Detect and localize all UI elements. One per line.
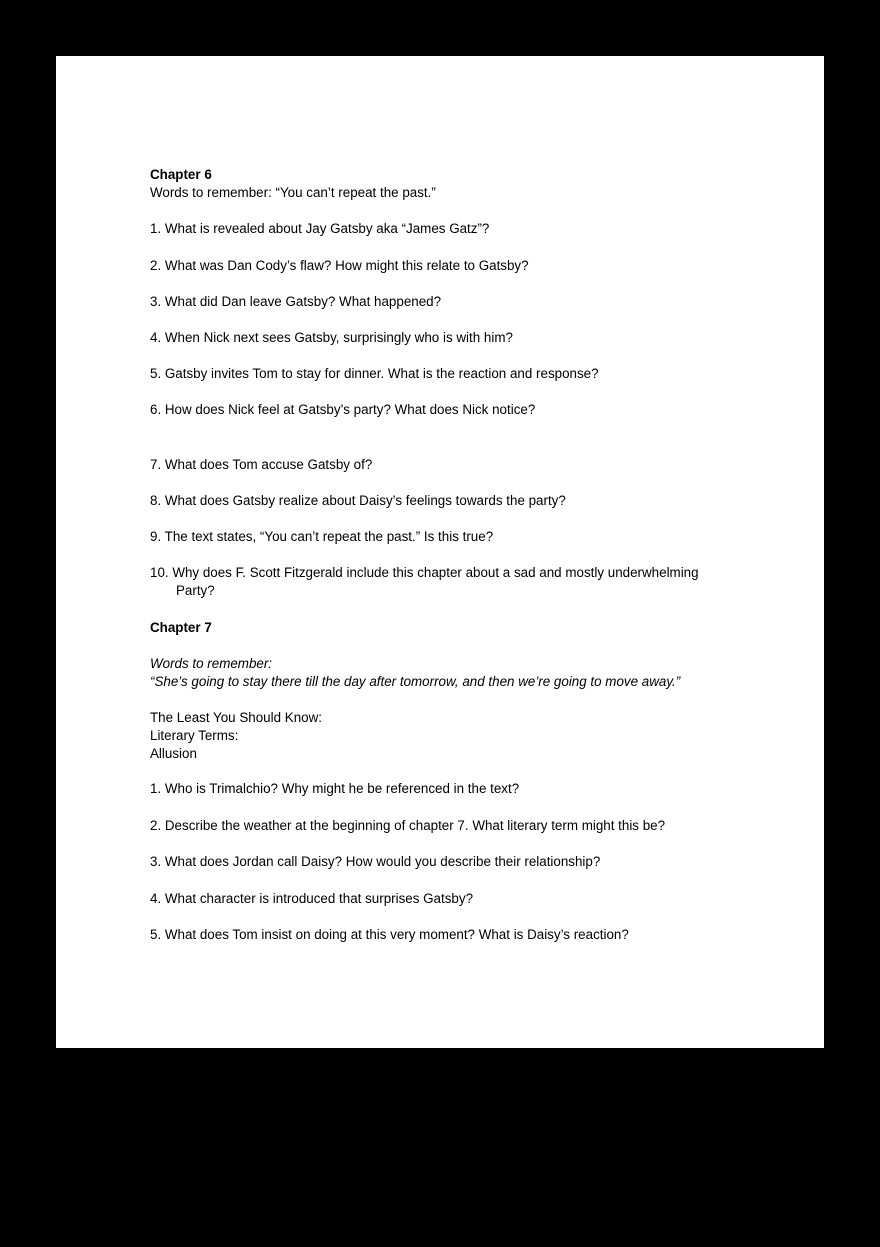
chapter-6-question: 1. What is revealed about Jay Gatsby aka “James Gatz”? [150, 221, 490, 236]
chapter-6-question: 9. The text states, “You can’t repeat the past.” Is this true? [150, 529, 494, 544]
chapter-7-question: 2. Describe the weather at the beginning of chapter 7. What literary term might this be? [150, 818, 666, 833]
chapter-6-question: 10. Why does F. Scott Fitzgerald include this chapter about a sad and mostly underwhelming [150, 565, 699, 580]
chapter-6-question: 8. What does Gatsby realize about Daisy’s feelings towards the party? [150, 493, 566, 508]
chapter-6-question: 3. What did Dan leave Gatsby? What happened? [150, 294, 442, 309]
least-you-should-know-label: The Least You Should Know: [150, 710, 322, 725]
literary-term-item: Allusion [150, 746, 197, 761]
chapter-6-question-continuation: Party? [176, 583, 215, 598]
chapter-6-question: 5. Gatsby invites Tom to stay for dinner. What is the reaction and response? [150, 366, 599, 381]
chapter-6-question: 2. What was Dan Cody’s flaw? How might this relate to Gatsby? [150, 258, 529, 273]
chapter-6-heading: Chapter 6 [150, 167, 212, 182]
chapter-7-question: 1. Who is Trimalchio? Why might he be referenced in the text? [150, 781, 520, 796]
literary-terms-label: Literary Terms: [150, 728, 239, 743]
chapter-7-heading: Chapter 7 [150, 620, 212, 635]
chapter-6-question: 7. What does Tom accuse Gatsby of? [150, 457, 373, 472]
chapter-6-question: 6. How does Nick feel at Gatsby’s party? What does Nick notice? [150, 402, 536, 417]
chapter-7-quote: “She’s going to stay there till the day after tomorrow, and then we’re going to move away.” [150, 674, 681, 689]
chapter-7-question: 5. What does Tom insist on doing at this very moment? What is Daisy’s reaction? [150, 927, 629, 942]
chapter-6-words-to-remember: Words to remember: “You can’t repeat the past.” [150, 185, 436, 200]
document-page [56, 56, 824, 1048]
chapter-7-question: 3. What does Jordan call Daisy? How would you describe their relationship? [150, 854, 601, 869]
chapter-7-question: 4. What character is introduced that surprises Gatsby? [150, 891, 474, 906]
chapter-6-question: 4. When Nick next sees Gatsby, surprisingly who is with him? [150, 330, 513, 345]
chapter-7-words-label: Words to remember: [150, 656, 273, 671]
